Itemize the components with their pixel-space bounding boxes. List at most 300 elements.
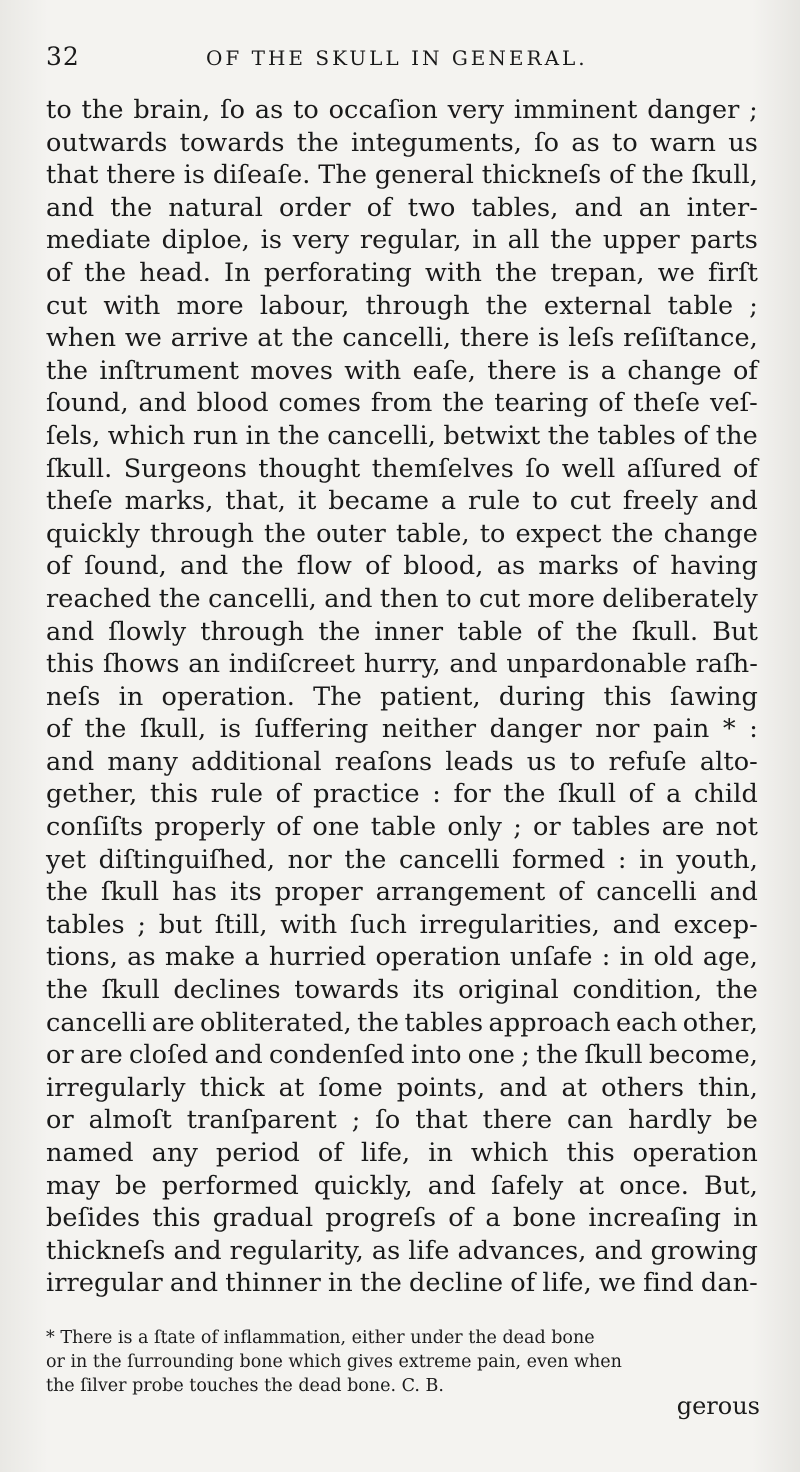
word: tables — [597, 420, 676, 451]
word: period — [215, 1138, 300, 1168]
word: in — [472, 225, 497, 256]
text-line — [46, 648, 758, 681]
word: in — [118, 681, 144, 712]
word: blood — [196, 388, 269, 419]
word: as — [127, 942, 156, 973]
word: of — [46, 714, 71, 745]
word: outer — [316, 518, 386, 549]
word: ſawing — [669, 681, 758, 712]
word: the — [264, 518, 307, 549]
word: regularity, — [229, 1235, 364, 1266]
word: nor — [595, 714, 640, 745]
word: named — [46, 1138, 134, 1168]
word: cancelli — [596, 877, 697, 908]
word: ſo — [220, 95, 246, 125]
word: the — [277, 420, 320, 451]
word: * — [722, 714, 736, 745]
word: of — [510, 1268, 536, 1299]
word: only — [447, 812, 503, 843]
word: which — [107, 420, 186, 451]
word: through — [149, 518, 255, 549]
word: tions, — [46, 942, 118, 973]
word: raſh- — [695, 649, 758, 680]
word: gradual — [212, 1203, 314, 1234]
word: may — [46, 1170, 101, 1201]
word: this — [603, 681, 652, 712]
word: diſtinguiſhed, — [98, 844, 276, 875]
word: a — [485, 1203, 501, 1234]
word: deliberately — [602, 583, 758, 614]
word: leſs — [568, 323, 615, 354]
word: ſkull, — [691, 160, 758, 191]
word: ſkull — [100, 877, 160, 908]
word: all — [507, 225, 540, 256]
word: head. — [139, 257, 211, 288]
word: the — [485, 290, 528, 321]
word: to — [46, 95, 72, 125]
word: life — [408, 1235, 450, 1266]
word: theſe — [633, 388, 701, 419]
word: as — [571, 127, 600, 158]
word: there — [106, 160, 176, 191]
word: the — [536, 1040, 579, 1071]
word: diploe, — [161, 225, 250, 256]
word: condenſed — [269, 1040, 405, 1071]
word: a — [600, 355, 617, 386]
word: bone — [512, 1203, 577, 1234]
word: thinner — [225, 1268, 321, 1299]
word: to — [293, 95, 319, 125]
word: arrangement — [375, 877, 546, 908]
word: and — [574, 192, 623, 223]
word: that — [415, 1105, 468, 1136]
word: the — [318, 616, 361, 647]
word: perforating — [263, 257, 412, 288]
word: ; — [749, 95, 758, 125]
word: or — [46, 1040, 74, 1071]
word: with — [344, 355, 402, 386]
catchword: gerous — [676, 1392, 760, 1420]
word: cancelli — [46, 1007, 147, 1038]
word: and — [46, 192, 95, 223]
word: conſiſts — [46, 812, 144, 843]
word: in — [245, 420, 271, 451]
word: of — [628, 779, 654, 810]
word: and — [709, 486, 758, 517]
word: quickly, — [314, 1170, 413, 1201]
word: of — [46, 551, 71, 582]
word: and — [214, 1040, 263, 1071]
text-line — [46, 1235, 758, 1268]
word: of — [598, 388, 624, 419]
word: beſides — [46, 1203, 141, 1234]
word: irregular — [46, 1268, 163, 1299]
word: tables — [571, 812, 651, 843]
word: The — [318, 160, 368, 191]
word: ſuffering — [254, 714, 369, 745]
text-line — [46, 192, 758, 225]
word: irregularly — [46, 1072, 186, 1103]
word: rule — [468, 486, 521, 517]
word: when — [46, 323, 117, 354]
word: warn — [649, 127, 717, 158]
word: ſo — [525, 453, 551, 484]
word: obliterated, — [200, 1007, 352, 1038]
word: there — [459, 323, 530, 354]
word: there — [482, 1105, 553, 1136]
word: its — [412, 975, 445, 1006]
word: of — [609, 160, 635, 191]
word: in — [428, 1138, 453, 1168]
word: table — [457, 616, 523, 647]
word: towards — [179, 127, 285, 158]
word: very — [292, 225, 350, 256]
word: ſafely — [491, 1170, 564, 1201]
word: the — [241, 551, 284, 582]
footnote-line: * There is a ſtate of inflammation, either under the dead bone — [46, 1327, 595, 1348]
word: or — [533, 812, 561, 843]
word: hurry, — [363, 649, 441, 680]
word: cut — [46, 290, 88, 321]
word: thought — [258, 453, 361, 484]
word: and — [46, 746, 95, 777]
word: of — [732, 453, 758, 484]
word: one — [312, 812, 360, 843]
word: tables, — [471, 192, 559, 223]
word: child — [694, 779, 758, 810]
footnote — [46, 1326, 760, 1398]
word: inſtrument — [99, 355, 240, 386]
word: of — [536, 616, 562, 647]
word: as — [371, 1235, 401, 1266]
word: of — [276, 812, 302, 843]
text-line — [46, 941, 758, 974]
word: practice — [313, 779, 420, 810]
word: trepan, — [550, 257, 645, 288]
word: and — [169, 1268, 219, 1299]
word: the — [46, 877, 89, 908]
word: are — [151, 1007, 195, 1038]
text-line — [46, 1202, 758, 1235]
word: to — [445, 583, 472, 614]
word: expect — [515, 518, 602, 549]
word: reſiſtance, — [623, 323, 758, 354]
word: into — [410, 1040, 462, 1071]
word: of — [632, 551, 658, 582]
word: ; — [521, 1040, 530, 1071]
word: refuſe — [608, 746, 687, 777]
word: the — [442, 388, 485, 419]
word: proper — [274, 877, 363, 908]
word: more — [176, 290, 244, 321]
word: danger — [647, 95, 740, 125]
word: other, — [682, 1007, 758, 1038]
text-line — [46, 485, 758, 518]
word: brain, — [133, 95, 211, 125]
word: eaſe, — [412, 355, 477, 386]
word: operation — [632, 1138, 758, 1168]
word: as — [496, 551, 526, 582]
word: operation — [375, 942, 501, 973]
word: the — [575, 616, 618, 647]
word: be — [115, 1170, 147, 1201]
word: comes — [278, 388, 362, 419]
word: cancelli — [399, 844, 500, 875]
word: ſkull. — [631, 616, 699, 647]
word: integuments, — [350, 127, 522, 158]
word: : — [617, 844, 627, 875]
word: its — [229, 877, 262, 908]
footnote-line: or in the ſurrounding bone which gives extreme pain, even when — [46, 1351, 622, 1372]
word: with — [280, 909, 338, 940]
word: pain — [652, 714, 710, 745]
text-line — [46, 811, 758, 844]
word: dan- — [700, 1268, 758, 1299]
word: irregularities, — [419, 909, 600, 940]
word: inner — [374, 616, 444, 647]
word: thickneſs — [481, 160, 602, 191]
word: ſels, — [46, 420, 101, 451]
word: of — [365, 551, 391, 582]
word: the — [550, 225, 593, 256]
word: at — [278, 1072, 305, 1103]
word: the — [547, 420, 590, 451]
word: the — [611, 518, 654, 549]
word: Surgeons — [123, 453, 247, 484]
word: : — [601, 942, 611, 973]
word: ſhows — [102, 649, 180, 680]
word: ſuch — [350, 909, 407, 940]
word: and — [180, 551, 229, 582]
word: ſound, — [84, 551, 167, 582]
text-line — [46, 1267, 758, 1300]
word: is — [219, 714, 242, 745]
word: hurried — [268, 942, 367, 973]
word: themſelves — [371, 453, 514, 484]
word: the — [84, 714, 127, 745]
word: or — [46, 1105, 74, 1136]
page-number: 32 — [46, 42, 80, 71]
word: is — [538, 323, 560, 354]
word: cancelli, — [208, 583, 317, 614]
word: But — [712, 616, 758, 647]
word: cut — [569, 486, 612, 517]
word: and — [324, 583, 373, 614]
word: the — [641, 160, 684, 191]
word: is — [260, 225, 283, 256]
word: decline — [408, 1268, 504, 1299]
text-line — [46, 616, 758, 649]
word: ſound, — [46, 388, 129, 419]
word: well — [561, 453, 616, 484]
word: the — [84, 257, 127, 288]
word: tables — [46, 909, 125, 940]
word: quickly — [46, 518, 140, 549]
word: at — [561, 1072, 588, 1103]
text-line — [46, 322, 758, 355]
word: make — [164, 942, 236, 973]
text-line — [46, 290, 758, 323]
word: and — [138, 388, 187, 419]
word: approach — [488, 1007, 611, 1038]
word: and — [499, 1072, 548, 1103]
word: ; — [137, 909, 147, 940]
word: others — [601, 1072, 685, 1103]
word: any — [151, 1138, 198, 1168]
text-line — [46, 387, 758, 420]
word: declines — [173, 975, 281, 1006]
word: in — [327, 1268, 353, 1299]
word: run — [192, 420, 239, 451]
word: indiſcreet — [228, 649, 356, 680]
text-line — [46, 713, 758, 746]
text-line — [46, 224, 758, 257]
word: each — [615, 1007, 678, 1038]
word: with — [425, 257, 483, 288]
word: yet — [46, 844, 87, 875]
word: general — [374, 160, 475, 191]
word: progreſs — [325, 1203, 437, 1234]
word: are — [661, 812, 705, 843]
word: cancelli, — [342, 323, 452, 354]
word: the — [344, 844, 387, 875]
word: of — [317, 1138, 343, 1168]
word: ; — [749, 290, 758, 321]
word: of — [558, 877, 584, 908]
word: to — [532, 486, 558, 517]
word: age, — [702, 942, 758, 973]
word: flow — [296, 551, 352, 582]
word: having — [670, 551, 758, 582]
word: firſt — [708, 257, 758, 288]
word: and — [594, 1235, 643, 1266]
word: blood, — [403, 551, 484, 582]
word: became — [328, 486, 430, 517]
word: that, — [225, 486, 287, 517]
word: as — [254, 95, 284, 125]
word: and — [46, 616, 95, 647]
word: cut — [479, 583, 521, 614]
word: danger — [489, 714, 582, 745]
word: not — [715, 812, 758, 843]
word: veſ- — [709, 388, 758, 419]
word: of — [46, 257, 71, 288]
word: inter- — [686, 192, 758, 223]
word: ; — [513, 812, 522, 843]
word: : — [432, 779, 441, 810]
word: operation. — [161, 681, 295, 712]
word: The — [313, 681, 362, 712]
word: additional — [191, 746, 322, 777]
word: of — [732, 355, 758, 386]
word: that — [46, 160, 99, 191]
word: a — [666, 779, 682, 810]
word: in — [639, 844, 664, 875]
word: ſkull — [101, 975, 160, 1006]
word: the — [291, 323, 334, 354]
word: a — [244, 942, 260, 973]
word: ſkull — [557, 779, 617, 810]
word: the — [715, 975, 758, 1006]
word: we — [598, 1268, 637, 1299]
word: performed — [161, 1170, 299, 1201]
word: the — [495, 257, 538, 288]
word: once. — [619, 1170, 689, 1201]
word: during — [498, 681, 586, 712]
word: external — [543, 290, 652, 321]
word: the — [158, 583, 201, 614]
word: marks — [538, 551, 620, 582]
text-line — [46, 1137, 758, 1170]
word: table, — [395, 518, 470, 549]
word: the — [715, 420, 758, 451]
word: change — [627, 355, 722, 386]
word: reached — [46, 583, 152, 614]
body-text — [46, 94, 758, 1300]
word: the — [81, 95, 124, 125]
word: the — [46, 355, 89, 386]
word: ſkull. — [46, 453, 113, 484]
word: more — [527, 583, 595, 614]
word: neſs — [46, 681, 101, 712]
word: it — [297, 486, 317, 517]
text-line — [46, 159, 758, 192]
word: for — [453, 779, 491, 810]
word: which — [470, 1138, 549, 1168]
word: parts — [690, 225, 758, 256]
word: and — [709, 877, 758, 908]
word: original — [458, 975, 559, 1006]
text-line — [46, 1039, 758, 1072]
word: natural — [168, 192, 263, 223]
word: mediate — [46, 225, 151, 256]
word: alto- — [699, 746, 758, 777]
word: we — [657, 257, 695, 288]
word: this — [46, 649, 95, 680]
word: then — [379, 583, 439, 614]
word: and — [449, 649, 498, 680]
word: unſafe — [509, 942, 593, 973]
word: moves — [250, 355, 334, 386]
word: ſome — [318, 1072, 383, 1103]
word: find — [643, 1268, 694, 1299]
word: ſlowly — [108, 616, 187, 647]
page-header — [46, 28, 758, 80]
text-line — [46, 746, 758, 779]
word: regular, — [359, 225, 462, 256]
word: properly — [154, 812, 266, 843]
text-line — [46, 518, 758, 551]
running-head: OF THE SKULL IN GENERAL. — [206, 46, 588, 70]
word: in — [619, 942, 645, 973]
word: ; — [351, 1105, 361, 1136]
word: has — [172, 877, 218, 908]
word: reaſons — [334, 746, 433, 777]
word: life, — [542, 1268, 592, 1299]
word: thick — [199, 1072, 265, 1103]
footnote-line: the ſilver probe touches the dead bone. C. B. — [46, 1375, 444, 1396]
word: many — [107, 746, 178, 777]
word: cancelli, — [327, 420, 436, 451]
word: aſſured — [626, 453, 722, 484]
word: tearing — [494, 388, 589, 419]
word: In — [224, 257, 251, 288]
text-line — [46, 876, 758, 909]
word: the — [359, 1268, 402, 1299]
word: to — [611, 127, 638, 158]
word: there — [487, 355, 557, 386]
word: arrive — [170, 323, 249, 354]
